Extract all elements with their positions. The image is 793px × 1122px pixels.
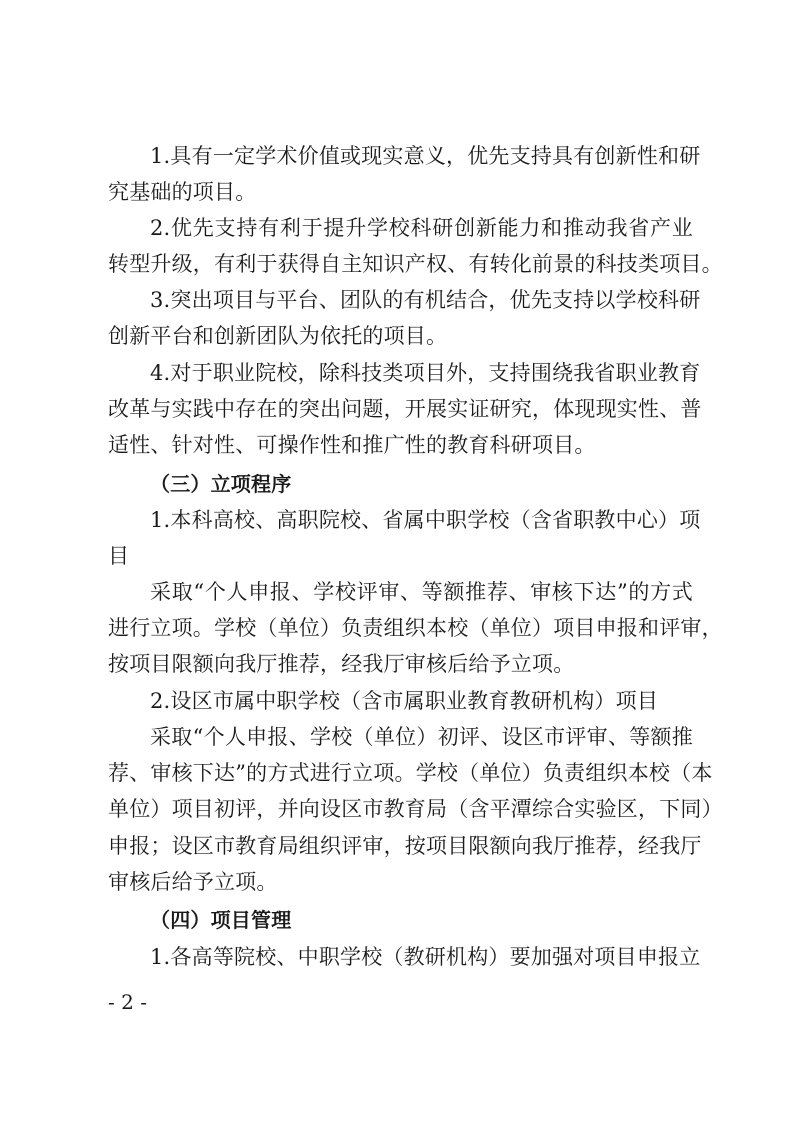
paragraph-line: 目: [108, 544, 130, 568]
paragraph-line: 申报；设区市教育局组织评审，按项目限额向我厅推荐，经我厅: [108, 834, 702, 858]
paragraph-line: 4.对于职业院校，除科技类项目外，支持围绕我省职业教育: [150, 361, 701, 385]
paragraph-line: 3.突出项目与平台、团队的有机结合，优先支持以学校科研: [150, 288, 701, 312]
paragraph-line: 创新平台和创新团队为依托的项目。: [108, 324, 448, 348]
paragraph-line: 转型升级，有利于获得自主知识产权、有转化前景的科技类项目。: [108, 252, 723, 276]
paragraph-line: 进行立项。学校（单位）负责组织本校（单位）项目申报和评审，: [108, 616, 723, 640]
paragraph-line: 采取“个人申报、学校评审、等额推荐、审核下达”的方式: [150, 580, 693, 604]
paragraph-line: 单位）项目初评，并向设区市教育局（含平潭综合实验区，下同）: [108, 797, 723, 821]
paragraph-line: 荐、审核下达”的方式进行立项。学校（单位）负责组织本校（本: [108, 761, 713, 785]
paragraph-line: 采取“个人申报、学校（单位）初评、设区市评审、等额推: [150, 725, 693, 749]
paragraph-line: 按项目限额向我厅推荐，经我厅审核后给予立项。: [108, 652, 575, 676]
paragraph-line: 适性、针对性、可操作性和推广性的教育科研项目。: [108, 433, 596, 457]
paragraph-line: 审核后给予立项。: [108, 870, 278, 894]
paragraph-line: 改革与实践中存在的突出问题，开展实证研究，体现现实性、普: [108, 397, 702, 421]
subsection-line: 2.设区市属中职学校（含市属职业教育教研机构）项目: [150, 689, 659, 713]
paragraph-line: 1.具有一定学术价值或现实意义，优先支持具有创新性和研: [150, 144, 701, 168]
section-heading: （四）项目管理: [150, 908, 292, 932]
paragraph-line: 究基础的项目。: [108, 180, 257, 204]
section-heading: （三）立项程序: [150, 472, 292, 496]
paragraph-line: 2.优先支持有利于提升学校科研创新能力和推动我省产业: [150, 216, 693, 240]
page-number: - 2 -: [108, 990, 147, 1014]
subsection-line: 1.本科高校、高职院校、省属中职学校（含省职教中心）项: [150, 508, 701, 532]
paragraph-line: 1.各高等院校、中职学校（教研机构）要加强对项目申报立: [150, 945, 701, 969]
